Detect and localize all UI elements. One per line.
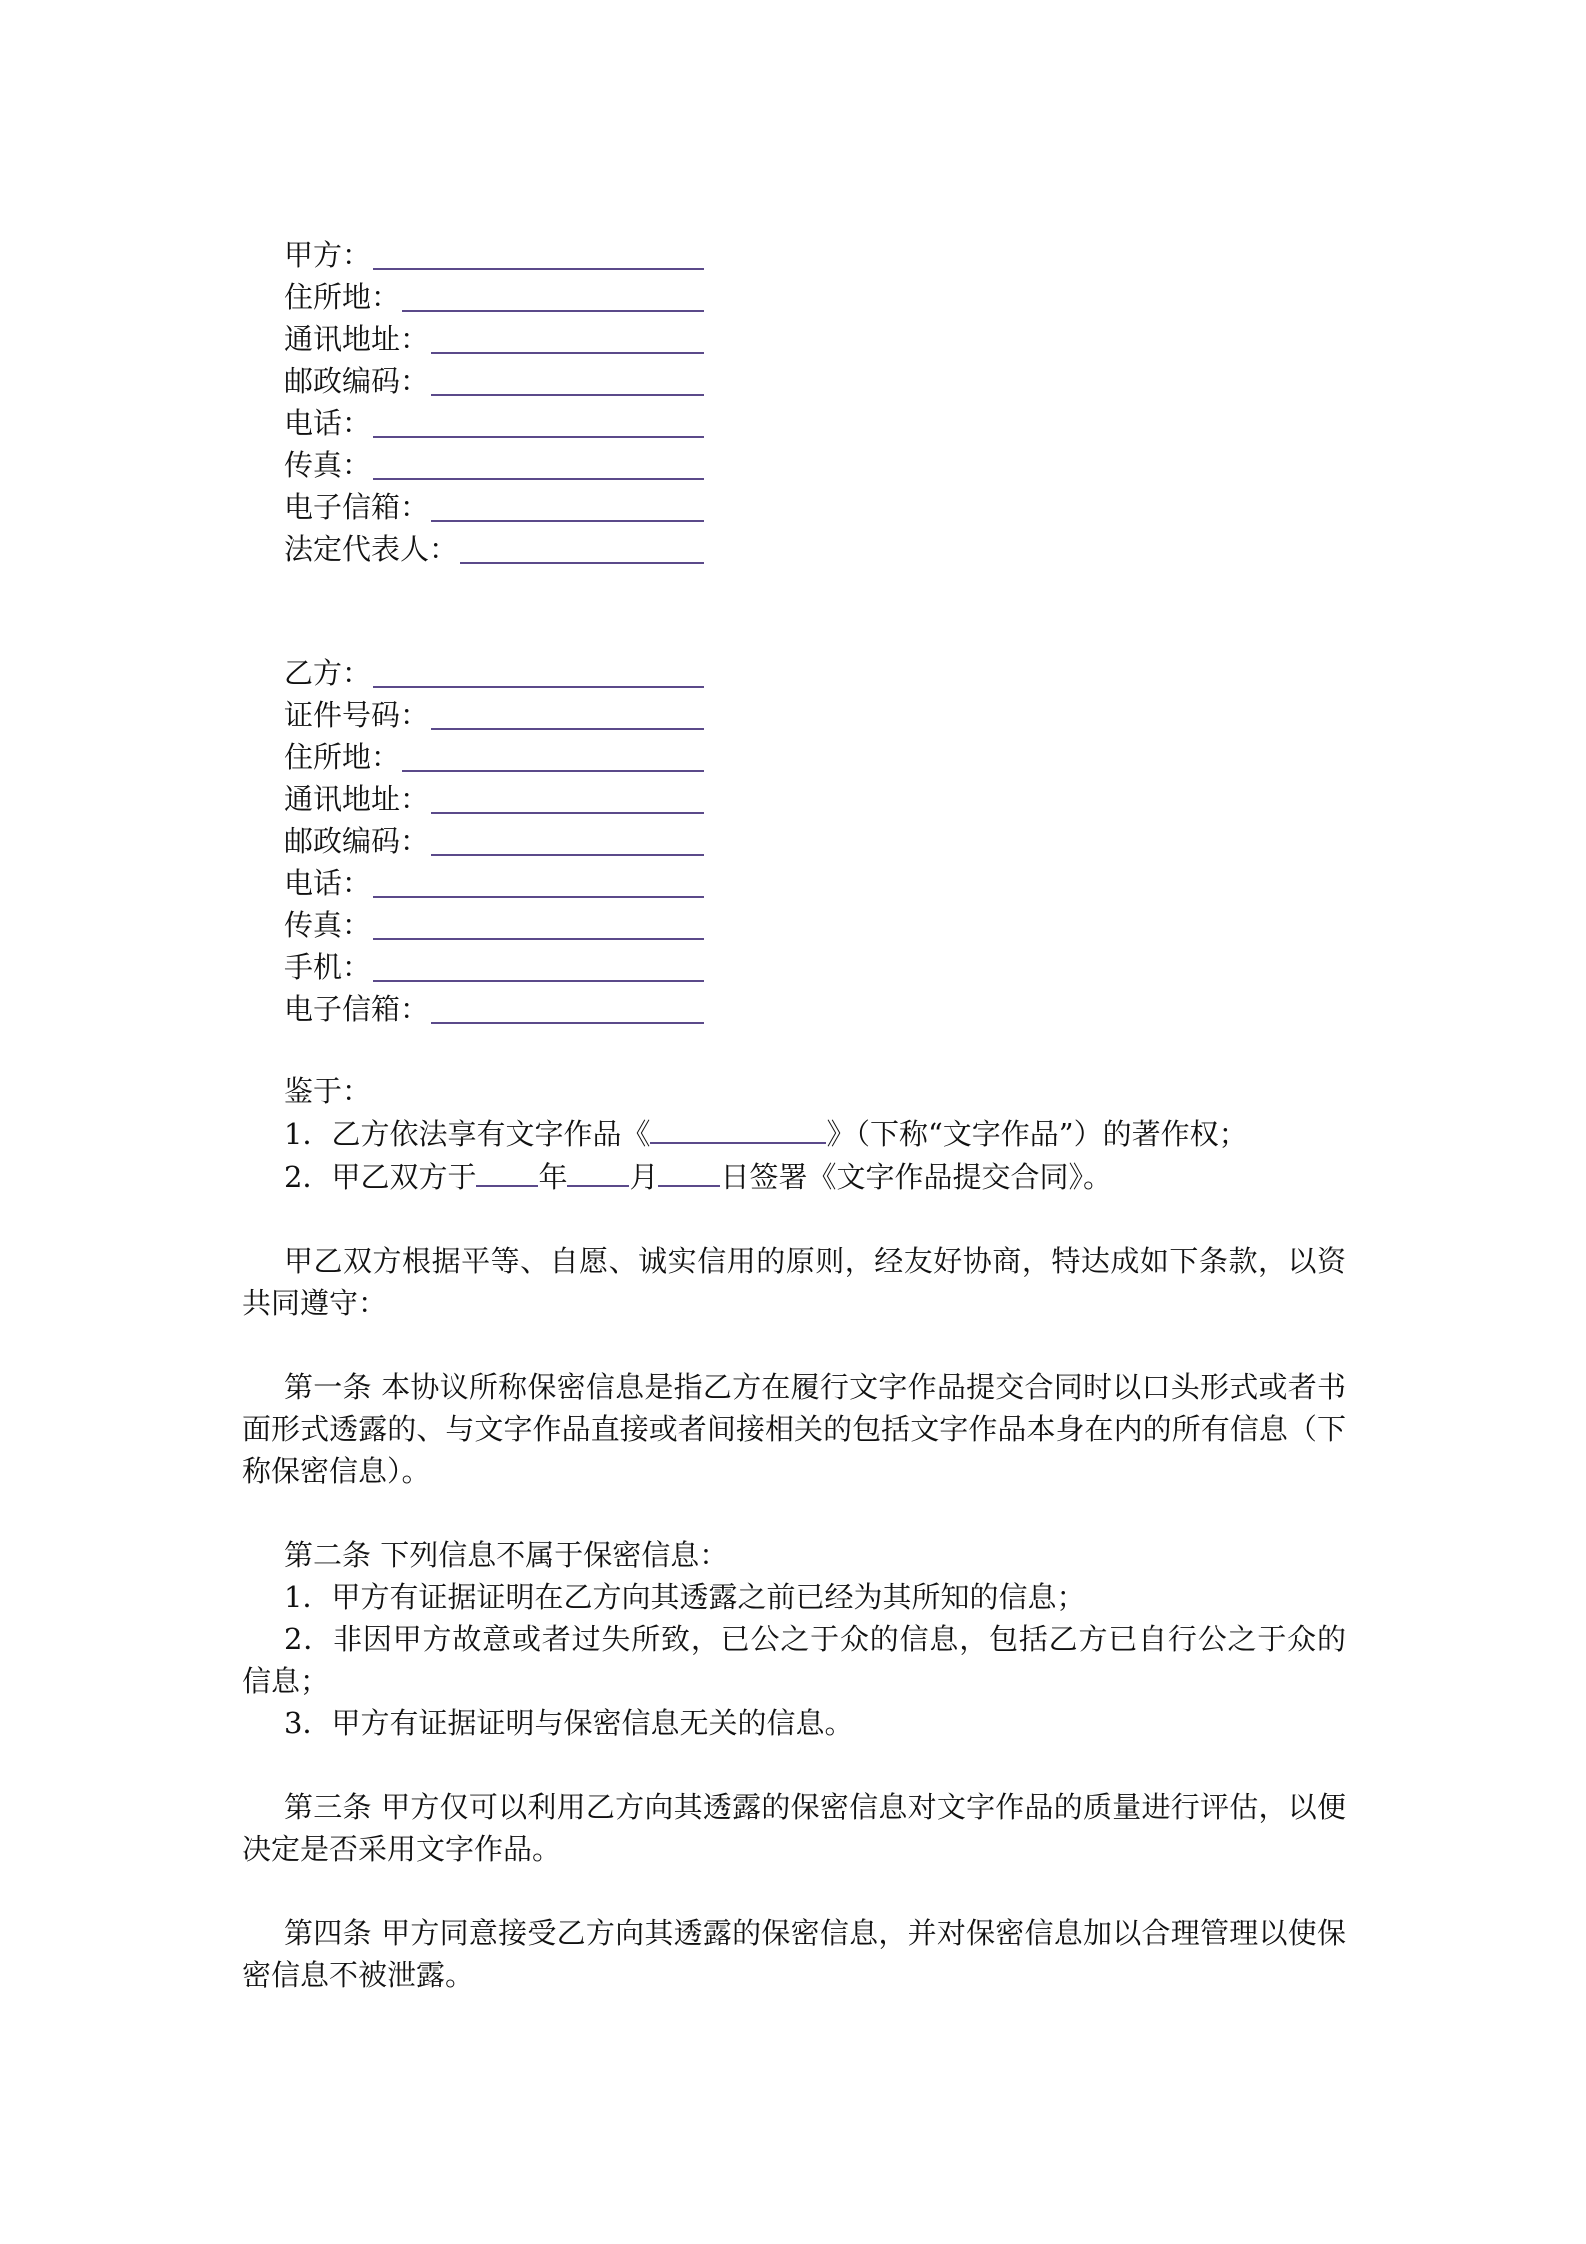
article-2-item-1: 1．甲方有证据证明在乙方向其透露之前已经为其所知的信息； [284, 1580, 1086, 1614]
article-2-item-2: 2．非因甲方故意或者过失所致，已公之于众的信息，包括乙方已自行公之于众的信息； [242, 1622, 1346, 1698]
paragraph-gap [242, 1744, 1346, 1786]
party-b-postcode-row [284, 820, 704, 862]
fill-in-line [431, 322, 704, 354]
party-a-phone-row [284, 402, 704, 444]
fill-in-line [431, 364, 704, 396]
day-label: 日签署《文字作品提交合同》。 [720, 1160, 1112, 1194]
day-blank [658, 1155, 720, 1187]
party-a-name-row [284, 234, 704, 276]
fill-in-line [431, 824, 704, 856]
party-b-block [284, 652, 704, 1030]
field-label: 证件号码： [284, 698, 430, 732]
party-b-residence-row [284, 736, 704, 778]
recital-item-1-part-a: 1．乙方依法享有文字作品《 [284, 1117, 651, 1151]
party-a-legal-rep-row [284, 528, 704, 570]
year-label: 年 [538, 1160, 568, 1194]
field-label: 传真： [284, 448, 372, 482]
field-label: 住所地： [284, 740, 401, 774]
article-2-item-3: 3．甲方有证据证明与保密信息无关的信息。 [284, 1706, 854, 1740]
recital-item-1-part-b: 》（下称“文字作品”）的著作权； [826, 1117, 1248, 1151]
fill-in-line [373, 950, 704, 982]
fill-in-line [373, 238, 704, 270]
year-blank [476, 1155, 538, 1187]
party-a-email-row [284, 486, 704, 528]
paragraph-gap [242, 1492, 1346, 1534]
paragraph-gap [242, 1324, 1346, 1366]
field-label: 电子信箱： [284, 490, 430, 524]
field-label: 乙方： [284, 656, 372, 690]
work-title-blank [650, 1112, 826, 1144]
party-b-address-row [284, 778, 704, 820]
field-label: 传真： [284, 908, 372, 942]
contract-body [242, 1070, 1346, 1996]
article-4: 第四条 甲方同意接受乙方向其透露的保密信息，并对保密信息加以合理管理以使保密信息不被泄露。 [242, 1916, 1346, 1992]
paragraph-gap [242, 1198, 1346, 1240]
article-2-heading: 第二条 下列信息不属于保密信息： [284, 1538, 729, 1572]
fill-in-line [402, 740, 704, 772]
party-a-residence-row [284, 276, 704, 318]
month-label: 月 [629, 1160, 659, 1194]
field-label: 电话： [284, 866, 372, 900]
recital-item-2 [242, 1155, 1346, 1198]
party-a-address-row [284, 318, 704, 360]
fill-in-line [373, 866, 704, 898]
field-label: 电子信箱： [284, 992, 430, 1026]
intro-paragraph: 甲乙双方根据平等、自愿、诚实信用的原则，经友好协商，特达成如下条款，以资共同遵守： [242, 1244, 1346, 1320]
party-b-id-row [284, 694, 704, 736]
field-label: 住所地： [284, 280, 401, 314]
fill-in-line [373, 448, 704, 480]
fill-in-line [431, 698, 704, 730]
party-a-block [284, 234, 704, 570]
recital-item-1 [242, 1112, 1346, 1155]
fill-in-line [431, 782, 704, 814]
field-label: 手机： [284, 950, 372, 984]
field-label: 邮政编码： [284, 364, 430, 398]
recital-item-2-part-a: 2．甲乙双方于 [284, 1160, 477, 1194]
fill-in-line [373, 406, 704, 438]
party-a-fax-row [284, 444, 704, 486]
fill-in-line [431, 490, 704, 522]
party-a-postcode-row [284, 360, 704, 402]
party-b-phone-row [284, 862, 704, 904]
recitals-heading: 鉴于： [284, 1074, 372, 1108]
article-3: 第三条 甲方仅可以利用乙方向其透露的保密信息对文字作品的质量进行评估，以便决定是否采用文字作品。 [242, 1790, 1346, 1866]
fill-in-line [373, 908, 704, 940]
field-label: 甲方： [284, 238, 372, 272]
fill-in-line [460, 532, 704, 564]
field-label: 电话： [284, 406, 372, 440]
fill-in-line [373, 656, 704, 688]
party-b-name-row [284, 652, 704, 694]
field-label: 邮政编码： [284, 824, 430, 858]
field-label: 通讯地址： [284, 782, 430, 816]
article-1: 第一条 本协议所称保密信息是指乙方在履行文字作品提交合同时以口头形式或者书面形式透露的、与文字作品直接或者间接相关的包括文字作品本身在内的所有信息（下称保密信息）。 [242, 1370, 1346, 1488]
fill-in-line [402, 280, 704, 312]
field-label: 通讯地址： [284, 322, 430, 356]
field-label: 法定代表人： [284, 532, 459, 566]
fill-in-line [431, 992, 704, 1024]
party-b-email-row [284, 988, 704, 1030]
paragraph-gap [242, 1870, 1346, 1912]
party-b-fax-row [284, 904, 704, 946]
month-blank [567, 1155, 629, 1187]
party-b-mobile-row [284, 946, 704, 988]
